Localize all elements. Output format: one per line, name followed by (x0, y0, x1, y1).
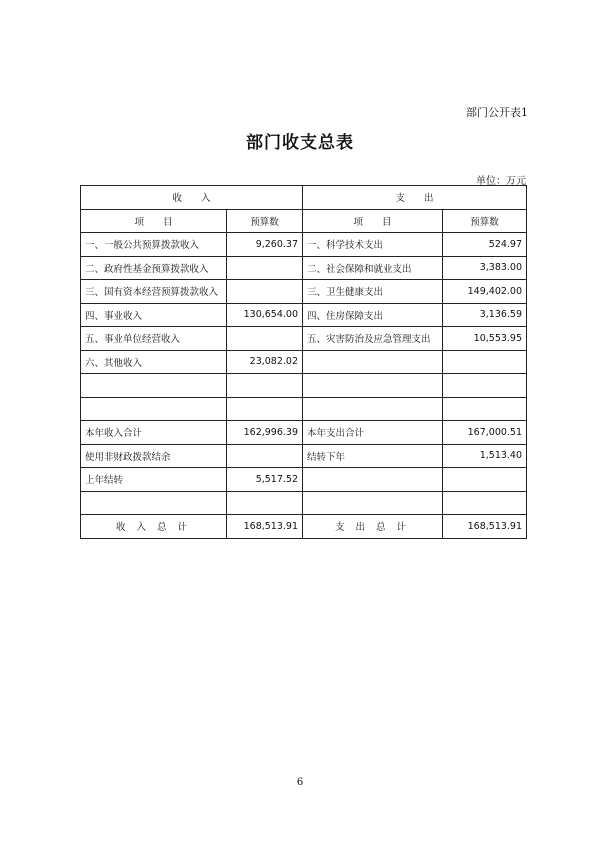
expense-value-cell: 167,000.51 (443, 421, 527, 445)
income-value-cell (227, 280, 303, 304)
income-item-cell (81, 374, 227, 398)
expense-value-cell: 10,553.95 (443, 327, 527, 351)
expense-item-cell: 二、社会保障和就业支出 (303, 256, 443, 280)
page-title: 部门收支总表 (246, 133, 354, 153)
expense-budget-header: 预算数 (443, 209, 527, 233)
income-value-cell: 23,082.02 (227, 350, 303, 374)
expense-item-cell: 五、灾害防治及应急管理支出 (303, 327, 443, 351)
expense-value-cell (443, 350, 527, 374)
annex-label: 部门公开表1 (466, 106, 528, 119)
income-value-cell: 162,996.39 (227, 421, 303, 445)
expense-total-value: 168,513.91 (443, 515, 527, 539)
table-row (81, 280, 527, 304)
totals-row (81, 515, 527, 539)
page-number: 6 (296, 777, 304, 788)
income-item-cell: 六、其他收入 (81, 350, 227, 374)
table-row (81, 350, 527, 374)
income-value-cell (227, 327, 303, 351)
expense-item-cell: 四、住房保障支出 (303, 303, 443, 327)
income-item-cell (81, 397, 227, 421)
expense-item-cell (303, 374, 443, 398)
expense-value-cell (443, 374, 527, 398)
income-item-cell: 二、政府性基金预算拨款收入 (81, 256, 227, 280)
expense-value-cell (443, 397, 527, 421)
expense-section-header: 支 出 (303, 186, 527, 210)
expense-item-cell: 本年支出合计 (303, 421, 443, 445)
expense-value-cell: 3,383.00 (443, 256, 527, 280)
income-value-cell (227, 444, 303, 468)
table-row (81, 397, 527, 421)
table-row (81, 491, 527, 515)
expense-item-cell: 三、卫生健康支出 (303, 280, 443, 304)
table-row (81, 421, 527, 445)
expense-value-cell: 1,513.40 (443, 444, 527, 468)
table-row (81, 233, 527, 257)
table-row (81, 256, 527, 280)
header-row-sections (81, 186, 527, 210)
income-value-cell: 9,260.37 (227, 233, 303, 257)
table-row (81, 444, 527, 468)
budget-summary-table (80, 185, 527, 539)
expense-total-label: 支 出 总 计 (303, 515, 443, 539)
expense-value-cell: 149,402.00 (443, 280, 527, 304)
expense-value-cell (443, 468, 527, 492)
income-section-header: 收 入 (81, 186, 303, 210)
income-total-label: 收 入 总 计 (81, 515, 227, 539)
expense-item-cell (303, 491, 443, 515)
income-item-cell: 一、一般公共预算拨款收入 (81, 233, 227, 257)
income-budget-header: 预算数 (227, 209, 303, 233)
table-row (81, 468, 527, 492)
table-row (81, 303, 527, 327)
income-item-cell: 本年收入合计 (81, 421, 227, 445)
income-item-cell: 四、事业收入 (81, 303, 227, 327)
income-item-cell: 上年结转 (81, 468, 227, 492)
income-item-cell (81, 491, 227, 515)
income-value-cell (227, 397, 303, 421)
income-item-cell: 使用非财政拨款结余 (81, 444, 227, 468)
expense-item-cell: 结转下年 (303, 444, 443, 468)
expense-item-cell (303, 350, 443, 374)
expense-value-cell: 524.97 (443, 233, 527, 257)
table-row (81, 327, 527, 351)
table-row (81, 374, 527, 398)
income-value-cell: 5,517.52 (227, 468, 303, 492)
expense-value-cell (443, 491, 527, 515)
expense-value-cell: 3,136.59 (443, 303, 527, 327)
income-total-value: 168,513.91 (227, 515, 303, 539)
income-item-cell: 三、国有资本经营预算拨款收入 (81, 280, 227, 304)
expense-item-cell (303, 468, 443, 492)
income-value-cell: 130,654.00 (227, 303, 303, 327)
expense-item-cell (303, 397, 443, 421)
header-row-columns (81, 209, 527, 233)
expense-item-header: 项 目 (303, 209, 443, 233)
income-item-cell: 五、事业单位经营收入 (81, 327, 227, 351)
income-item-header: 项 目 (81, 209, 227, 233)
unit-label: 单位：万元 (476, 176, 526, 187)
income-value-cell (227, 491, 303, 515)
expense-item-cell: 一、科学技术支出 (303, 233, 443, 257)
income-value-cell (227, 374, 303, 398)
income-value-cell (227, 256, 303, 280)
